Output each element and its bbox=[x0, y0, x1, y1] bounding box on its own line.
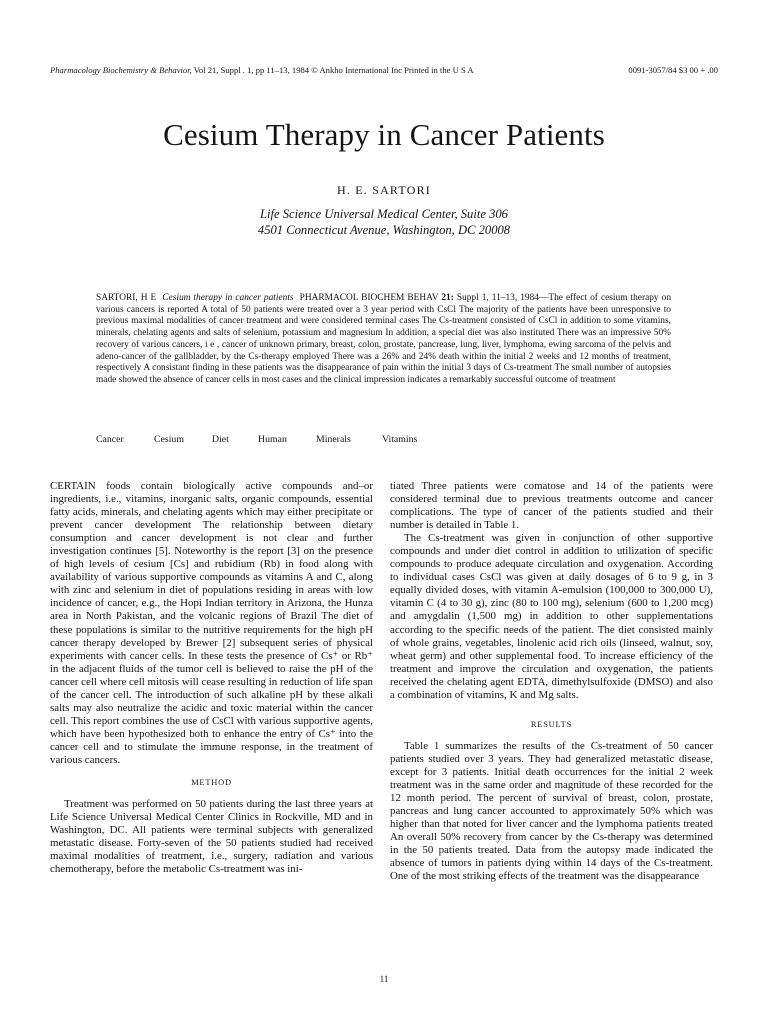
author-name: H. E. SARTORI bbox=[337, 183, 431, 197]
article-title: Cesium Therapy in Cancer Patients bbox=[163, 117, 605, 152]
treatment-paragraph: The Cs-treatment was given in conjunction of other supportive compounds and under diet control in addition to utilization of specific compounds to produce adequate circulation and oxygenation. According to individual cases CsCl was given at daily dosages of 6 to 9 g, in 3 equally divided doses, with vitamin A-emulsion (100,000 to 300,000 U), vitamin C (4 to 30 g), zinc (80 to 100 mg), selenium (600 to 1,200 mcg) and amygdalin (1,500 mg) in addition to other supplementations according to the specific needs of the patient. The diet consisted mainly of whole grains, vegetables, linolenic acid rich oils (linseed, walnut, soy, wheat germ) and other supplemental food. To increase efficiency of the treatment and improve the circulation and oxygenation, the patients received the chelating agent EDTA, dimethylsulfoxide (DMSO) and also a combination of vitamins, K and Mg salts. bbox=[390, 532, 713, 701]
results-paragraph: Table 1 summarizes the results of the Cs-treatment of 50 cancer patients studied over 3 years. They had generalized metastatic disease, except for 3 patients. Initial death occurrences for the initial 2 week treatment was in the same order and magnitude of these recorded for the 12 month period. The percent of survival of breast, colon, prostate, pancreas and lung cancer accounted to approximately 50% which was higher than that noted for liver cancer and the lymphoma patients treated An overall 50% recovery from cancer by the Cs-therapy was determined in the 50 patients treated. Data from the autopsy made indicated the absence of tumors in patients dying within 14 days of the Cs-treatment. One of the most striking effects of the treatment was the disappearance bbox=[390, 739, 713, 883]
keyword: Vitamins bbox=[382, 434, 418, 445]
abstract-title-ref: Cesium therapy in cancer patients bbox=[162, 293, 294, 303]
keyword: Cesium bbox=[154, 434, 184, 445]
citation-details: Vol 21, Suppl . 1, pp 11–13, 1984 © Ankho International Inc Printed in the U S A bbox=[191, 65, 474, 75]
keyword-list bbox=[96, 434, 417, 445]
journal-citation bbox=[50, 65, 474, 76]
abstract-pages: Suppl 1, 11–13, 1984 bbox=[456, 293, 539, 303]
keyword: Cancer bbox=[96, 434, 124, 445]
keyword: Human bbox=[258, 434, 287, 445]
affiliation-line-1: Life Science Universal Medical Center, Suite 306 bbox=[260, 207, 508, 221]
journal-name: Pharmacology Biochemistry & Behavior, bbox=[50, 65, 192, 75]
method-paragraph: Treatment was performed on 50 patients during the last three years at Life Science Universal Medical Center Clinics in Rockville, MD and in Washington, DC. All patients were terminal subjects with generalized metastatic disease. Forty-seven of the 50 patients studied had received maximal modalities of treatment, i.e., surgery, radiation and various chemotherapy, before the metabolic Cs-treatment was ini- bbox=[50, 798, 373, 876]
page-number: 11 bbox=[379, 974, 389, 984]
method-heading: METHOD bbox=[191, 778, 232, 788]
abstract-body: —The effect of cesium therapy on various cancers is reported A total of 50 patients were treated over a 3 year period with CsCl The majority of the patients have been unresponsive to previous maximal modalities of cancer treatment and were considered terminal cases The Cs-treatment consisted of CsCl in addition to some vitamins, minerals, chelating agents and salts of selenium, potassium and magnesium In addition, a special diet was also instituted There was an impressive 50% recovery of various cancers, i e , cancer of unknown primary, breast, colon, prostate, pancrease, lung, liver, lymphoma, ewing sarcoma of the pelvis and adeno-cancer of the gallbladder, by the Cs-therapy employed There was a 26% and 24% death within the initial 2 weeks and 12 months of treatment, respectively A consistant finding in these patients was the disappearance of pain within the initial 3 days of Cs-treatment The small number of autopsies made showed the absence of cancer cells in most cases and the clinical impression indicates a remarkably successful outcome of treatment bbox=[96, 293, 672, 385]
method-continuation-paragraph: tiated Three patients were comatose and 14 of the patients were considered terminal due to previous treatments outcome and cancer complications. The type of cancer of the patients studied and their number is detailed in Table 1. bbox=[390, 480, 713, 532]
left-column bbox=[50, 480, 373, 876]
issn-code: 0091-3057/84 $3 00 + .00 bbox=[628, 65, 718, 75]
abstract-volume: 21: bbox=[441, 293, 454, 303]
author-affiliation bbox=[0, 207, 768, 238]
abstract-author-ref: SARTORI, H E bbox=[96, 293, 157, 303]
keyword: Diet bbox=[212, 434, 229, 445]
introduction-paragraph: CERTAIN foods contain biologically active compounds and–or ingredients, i.e., vitamins, inorganic salts, organic compounds, essential fatty acids, minerals, and chelating agents which may either precipitate or prevent cancer development The relationship between dietary consumption and cancer development is not clear and further investigation continues [5]. Noteworthy is the report [3] on the presence of high levels of cesium [Cs] and rubidium (Rb) in food along with availability of various supportive compounds as vitamins A and C, along with zinc and selenium in diet of populations residing in areas with low incidence of cancer, e.g., the Hopi Indian territory in Arizona, the Hunza area in North Pakistan, and the volcanic regions of Brazil The diet of these populations is similar to the nutritive requirements for the high pH cancer therapy developed by Brewer [2] subsequent series of physical experiments with cancer cells. In these tests the presence of Cs⁺ or Rb⁺ in the adjacent fluids of the tumor cell is believed to raise the pH of the cancer cell where cell mitosis will cease resulting in reduction of life span of the cancer cell. The introduction of such alkaline pH by these alkali salts may also neutralize the acidic and toxic material within the cancer cell. This report combines the use of CsCl with various supportive agents, which have been hypothesized both to enhance the entry of Cs⁺ into the cancer cell and to stimulate the immune response, in the treatment of various cancers. bbox=[50, 480, 373, 766]
results-heading: RESULTS bbox=[530, 719, 573, 729]
abstract-journal-ref: PHARMACOL BIOCHEM BEHAV bbox=[299, 293, 439, 303]
abstract bbox=[96, 293, 671, 387]
right-column bbox=[390, 480, 713, 883]
affiliation-line-2: 4501 Connecticut Avenue, Washington, DC 20008 bbox=[257, 222, 511, 237]
keyword: Minerals bbox=[316, 434, 351, 445]
